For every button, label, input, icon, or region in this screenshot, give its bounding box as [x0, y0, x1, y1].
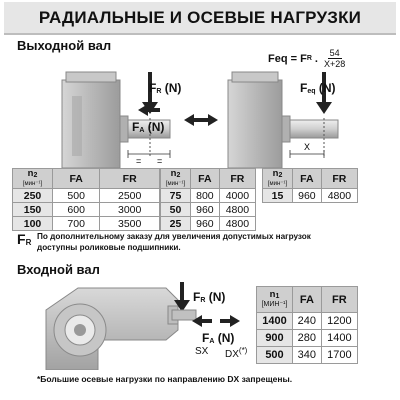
output-shaft-heading: Выходной вал	[17, 38, 112, 53]
fr-text: F	[193, 290, 201, 304]
cell-fa: 960	[191, 203, 220, 217]
cell-n: 50	[161, 203, 191, 217]
page-title-text: РАДИАЛЬНЫЕ И ОСЕВЫЕ НАГРУЗКИ	[38, 7, 362, 27]
cell-fr: 4800	[321, 189, 357, 203]
table-row	[161, 217, 256, 231]
feq-text: F	[300, 81, 308, 95]
cell-fr: 1200	[321, 313, 357, 330]
cell-n: 500	[257, 347, 293, 364]
cell-n: 75	[161, 189, 191, 203]
n-unit: [мин⁻¹]	[267, 181, 288, 187]
note-line-2: доступны роликовые подшипники.	[37, 243, 181, 252]
dx-text: DX	[225, 349, 239, 360]
fr-unit: (N)	[161, 81, 182, 95]
cell-fa: 600	[53, 203, 100, 217]
cell-n: 900	[257, 330, 293, 347]
cell-fr: 4800	[219, 217, 255, 231]
feq-formula	[268, 48, 345, 69]
output-load-table-2	[160, 168, 256, 231]
fa-sub: A	[209, 338, 215, 345]
cell-fr: 3000	[100, 203, 160, 217]
input-axial-arrows-icon	[192, 314, 240, 328]
n-sub: 1	[275, 293, 280, 300]
input-table-header-fa: FA	[293, 287, 322, 313]
n-unit: [мин⁻¹]	[165, 181, 186, 187]
cell-fa: 280	[293, 330, 322, 347]
fa-text: F	[132, 120, 140, 134]
fa-text: F	[202, 331, 210, 345]
n-label: n	[170, 168, 177, 179]
formula-dot: .	[311, 52, 322, 65]
cell-n: 250	[13, 189, 53, 203]
dx-asterisk: (*)	[238, 346, 248, 355]
fa-label-output	[132, 120, 164, 134]
cell-fa: 700	[53, 217, 100, 231]
cell-n: 25	[161, 217, 191, 231]
n-sub: 2	[278, 172, 283, 179]
input-table-header-fr: FR	[321, 287, 357, 313]
n-label: n	[272, 168, 279, 179]
table1-header-fr: FR	[100, 169, 160, 189]
fr-label-input	[193, 290, 225, 304]
dim-x-label: X	[304, 142, 311, 152]
fa-unit: (N)	[214, 331, 235, 345]
formula-denominator: X+28	[324, 59, 346, 69]
cell-n: 15	[263, 189, 293, 203]
cell-n: 100	[13, 217, 53, 231]
formula-lhs: Feq = F	[268, 52, 307, 65]
fa-sub: A	[139, 127, 145, 134]
table1-header-n	[13, 169, 53, 189]
input-shaft-heading: Входной вал	[17, 262, 100, 277]
table3-header-n	[263, 169, 293, 189]
cell-n: 150	[13, 203, 53, 217]
n-sub: 2	[176, 172, 181, 179]
n-unit: [мин⁻¹]	[22, 181, 43, 187]
formula-numerator: 54	[329, 48, 340, 58]
table1-header-fa: FA	[53, 169, 100, 189]
fr-note-symbol	[17, 231, 31, 247]
output-load-table-3	[262, 168, 358, 203]
table2-header-fr: FR	[219, 169, 255, 189]
n-label: n	[269, 289, 276, 300]
axial-force-arrow-right-icon	[184, 112, 218, 128]
table-row	[263, 189, 358, 203]
table-row	[257, 313, 358, 330]
page-title	[4, 2, 396, 35]
cell-fr: 4800	[219, 203, 255, 217]
formula-sub: R	[306, 55, 312, 62]
table3-header-fa: FA	[293, 169, 322, 189]
table2-header-fa: FA	[191, 169, 220, 189]
table-row	[161, 189, 256, 203]
feq-label	[300, 81, 336, 95]
cell-fr: 4000	[219, 189, 255, 203]
input-shaft-gearbox-illustration	[38, 280, 201, 370]
fr-sub: R	[156, 88, 162, 95]
dx-label	[225, 346, 247, 360]
fr-label-output	[149, 81, 181, 95]
note-symbol-r: R	[25, 238, 32, 247]
table-row	[13, 189, 160, 203]
cell-fa: 960	[293, 189, 322, 203]
cell-fr: 1700	[321, 347, 357, 364]
cell-fr: 2500	[100, 189, 160, 203]
table3-header-fr: FR	[321, 169, 357, 189]
cell-fa: 500	[53, 189, 100, 203]
note-line-1: По дополнительному заказу для увеличения допустимых нагрузок	[37, 232, 311, 241]
cell-fa: 240	[293, 313, 322, 330]
fa-unit: (N)	[144, 120, 165, 134]
input-load-table	[256, 286, 358, 364]
dim-equal-right: =	[157, 156, 163, 166]
cell-n: 1400	[257, 313, 293, 330]
fr-unit: (N)	[205, 290, 226, 304]
sx-label: SX	[195, 346, 209, 357]
dim-equal-left: =	[136, 156, 142, 166]
table-row	[257, 347, 358, 364]
output-load-table-1	[12, 168, 160, 231]
table-row	[13, 203, 160, 217]
cell-fa: 340	[293, 347, 322, 364]
roller-bearing-note	[37, 231, 387, 253]
fr-sub: R	[200, 297, 206, 304]
n-label: n	[27, 168, 34, 179]
dx-footnote: *Большие осевые нагрузки по направлению DX запрещены.	[37, 374, 293, 384]
cell-fr: 3500	[100, 217, 160, 231]
cell-fa: 960	[191, 217, 220, 231]
table-row	[13, 217, 160, 231]
n-unit: [МИН⁻¹]	[261, 301, 288, 308]
cell-fr: 1400	[321, 330, 357, 347]
feq-sub: eq	[307, 88, 316, 95]
fr-text: F	[149, 81, 157, 95]
table2-header-n	[161, 169, 191, 189]
input-table-header-n	[257, 287, 293, 313]
n-sub: 2	[33, 172, 38, 179]
feq-unit: (N)	[315, 81, 336, 95]
fa-label-input	[202, 331, 234, 345]
cell-fa: 800	[191, 189, 220, 203]
table-row	[161, 203, 256, 217]
table-row	[257, 330, 358, 347]
note-symbol-f: F	[17, 231, 26, 247]
formula-fraction	[324, 48, 345, 69]
